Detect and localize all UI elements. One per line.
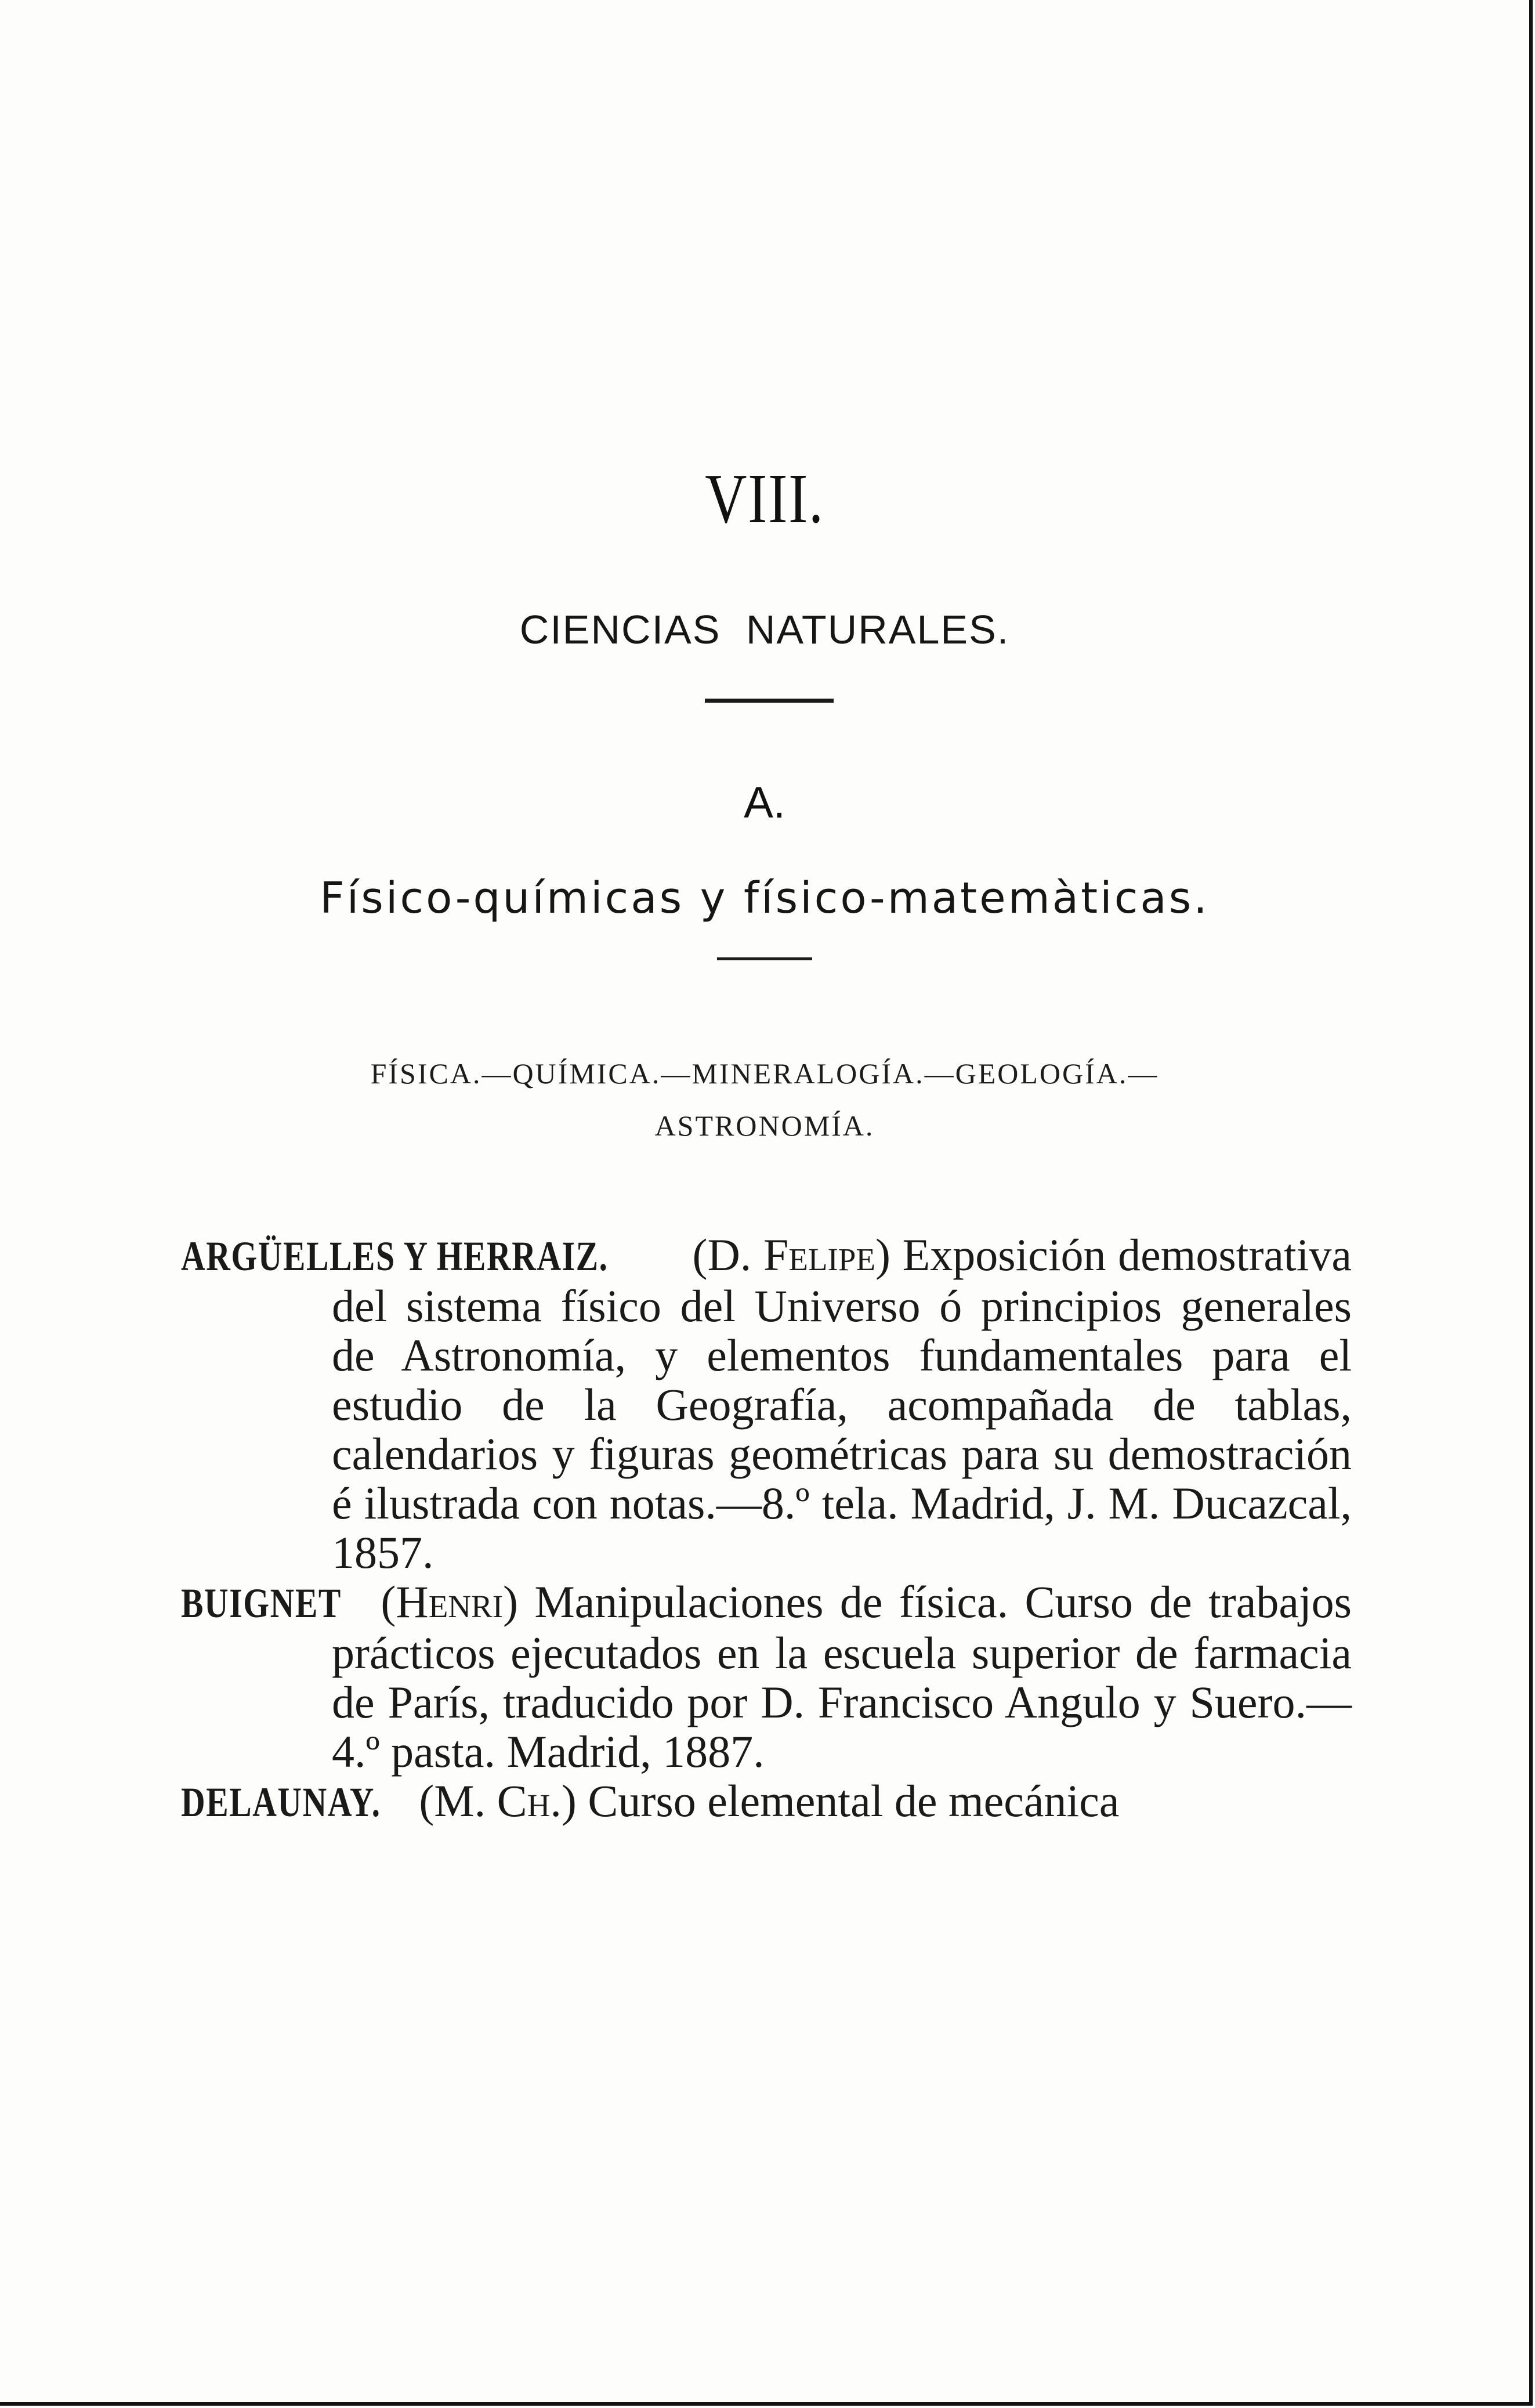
entry-author: BUIGNET	[181, 1580, 342, 1626]
entry-text: Curso elemental de mecánica	[588, 1776, 1120, 1826]
topics-list	[0, 1047, 1529, 1152]
entry-author: DELAUNAY.	[181, 1779, 381, 1825]
entry-given-name: (D. Felipe)	[692, 1230, 890, 1280]
divider-rule	[705, 699, 834, 703]
divider-rule	[717, 957, 812, 960]
entry-given-name: (M. Ch.)	[419, 1776, 577, 1826]
entry-text: Manipulaciones de física. Curso de trabajos prácticos ejecutados en la escuela superior de farmacia de París, traducido por D. Francisco Angulo y Suero.—4.º pasta. Madrid, 1887.	[332, 1577, 1352, 1777]
topics-line: ASTRONOMÍA.	[654, 1109, 875, 1142]
chapter-title: CIENCIAS NATURALES.	[519, 607, 1010, 652]
bibliography-entry	[181, 1776, 1352, 1827]
entry-text: Exposición demostrativa del sistema físico del Universo ó principios generales de Astronomía, y elementos fundamentales para el estudio de la Geografía, acompañada de tablas, calendarios y figuras geométricas para su demostración é ilustrada con notas.—8.º tela. Madrid, J. M. Ducazcal, 1857.	[332, 1230, 1352, 1578]
topics-line: FÍSICA.—QUÍMICA.—MINERALOGÍA.—GEOLOGÍA.—	[370, 1057, 1159, 1090]
section-title: Físico-químicas y físico-matemàticas.	[320, 873, 1210, 923]
section-letter: A.	[744, 778, 785, 827]
entry-given-name: (Henri)	[381, 1577, 518, 1627]
chapter-number: VIII.	[705, 460, 824, 538]
entry-author: ARGÜELLES Y HERRAIZ.	[181, 1233, 609, 1279]
bibliography-entries	[181, 1230, 1352, 1827]
bibliography-entry	[181, 1230, 1352, 1577]
bibliography-entry	[181, 1577, 1352, 1776]
